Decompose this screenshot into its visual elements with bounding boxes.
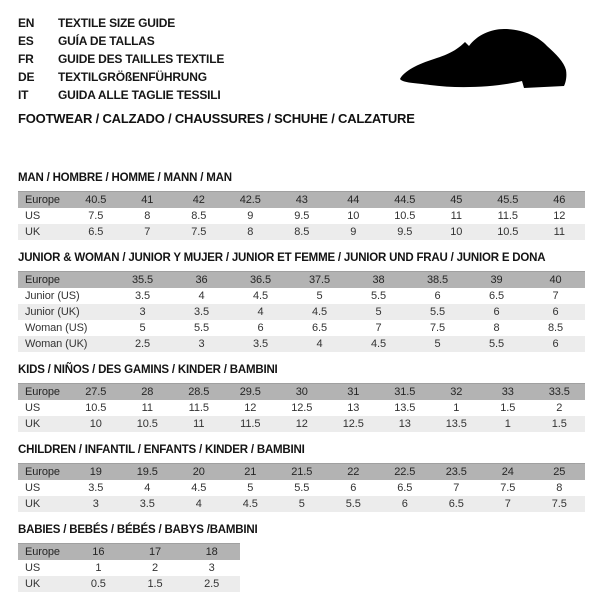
size-cell: 23.5 [445,466,467,478]
size-cell: 2.5 [135,338,150,350]
row-label: Junior (US) [25,290,80,302]
size-cell: 20 [192,466,205,478]
region-header-row [18,384,585,401]
size-cell: 36.5 [249,274,271,286]
size-cell: 10.5 [497,226,519,238]
size-cell: 33 [501,386,514,398]
size-cell: 7 [552,290,559,302]
size-cell: 5 [434,338,441,350]
size-cell: 31.5 [394,386,416,398]
size-cell: 3 [198,338,205,350]
size-cell: 45.5 [497,194,519,206]
size-cell: 33.5 [548,386,570,398]
language-code: FR [18,52,34,66]
size-cell: 27.5 [85,386,107,398]
size-cell: 4.5 [312,306,327,318]
table-title-babies: BABIES / BEBÉS / BÉBÉS / BABYS /BAMBINI [18,524,258,536]
region-header-row [18,192,585,209]
size-cell: 28.5 [188,386,210,398]
size-row [18,576,240,592]
size-cell: 11.5 [240,418,261,430]
size-cell: 4 [198,290,205,302]
size-cell: 13.5 [445,418,467,430]
row-label: Europe [25,194,60,206]
size-cell: 10 [347,210,360,222]
size-cell: 3.5 [88,482,104,494]
size-cell: 21 [244,466,257,478]
row-label: US [25,482,41,494]
size-cell: 40 [549,274,562,286]
size-cell: 4 [195,498,202,510]
size-cell: 6 [493,306,500,318]
size-cell: 8 [247,226,254,238]
size-cell: 31 [347,386,360,398]
row-label: UK [25,226,41,238]
size-cell: 12.5 [342,418,364,430]
language-label: GUIDA ALLE TAGLIE TESSILI [58,88,221,102]
language-code: ES [18,34,34,48]
row-label: UK [25,418,41,430]
size-cell: 6 [552,338,559,350]
size-row [18,208,585,224]
size-row [18,336,585,352]
language-label: GUÍA DE TALLAS [58,34,155,48]
row-label: US [25,562,41,574]
size-cell: 4 [257,306,264,318]
size-cell: 5 [139,322,146,334]
size-cell: 6 [434,290,441,302]
size-cell: 11 [450,210,462,222]
size-cell: 8.5 [294,226,310,238]
region-header-row [18,544,240,561]
size-cell: 3 [92,498,99,510]
size-cell: 8.5 [191,210,207,222]
table-title-man: MAN / HOMBRE / HOMME / MANN / MAN [18,172,232,184]
row-label: Europe [25,274,60,286]
table-title-children: CHILDREN / INFANTIL / ENFANTS / KINDER / BAMBINI [18,444,305,456]
size-cell: 39 [490,274,503,286]
size-cell: 32 [450,386,463,398]
size-cell: 21.5 [291,466,313,478]
size-tables [18,126,585,592]
size-cell: 12 [295,418,308,430]
size-cell: 2 [151,562,158,574]
size-row [18,304,585,320]
size-cell: 1 [453,402,460,414]
table-title-kids: KIDS / NIÑOS / DES GAMINS / KINDER / BAMBINI [18,364,278,376]
size-cell: 42.5 [239,194,261,206]
size-cell: 8 [493,322,500,334]
size-cell: 29.5 [239,386,261,398]
size-cell: 3.5 [194,306,209,318]
size-cell: 1 [504,418,511,430]
row-label: UK [25,578,41,590]
size-cell: 16 [92,546,105,558]
language-label: TEXTILGRÖßENFÜHRUNG [58,70,207,84]
row-label: Europe [25,546,60,558]
size-cell: 44.5 [394,194,416,206]
size-cell: 6.5 [448,498,464,510]
size-cell: 3 [139,306,146,318]
size-cell: 42 [192,194,205,206]
size-cell: 10.5 [394,210,416,222]
size-cell: 1.5 [551,418,567,430]
size-cell: 19 [89,466,102,478]
size-cell: 30 [295,386,308,398]
size-cell: 9.5 [397,226,413,238]
size-cell: 11.5 [497,210,518,222]
size-cell: 36 [195,274,208,286]
size-table-man [18,191,585,240]
size-cell: 45 [450,194,463,206]
size-cell: 13 [347,402,360,414]
size-cell: 8.5 [548,322,563,334]
size-cell: 5 [316,290,323,302]
size-cell: 3 [208,562,215,574]
size-cell: 5.5 [371,290,386,302]
size-cell: 35.5 [131,274,153,286]
size-cell: 25 [553,466,566,478]
size-cell: 13.5 [394,402,416,414]
row-label: Woman (US) [25,322,88,334]
size-cell: 10.5 [136,418,158,430]
size-cell: 5 [247,482,254,494]
size-cell: 5.5 [345,498,361,510]
size-cell: 2 [556,402,563,414]
size-cell: 6.5 [88,226,104,238]
size-cell: 3.5 [253,338,268,350]
size-cell: 18 [205,546,218,558]
size-cell: 5.5 [430,306,445,318]
size-cell: 24 [501,466,514,478]
size-cell: 6 [257,322,264,334]
size-cell: 12 [553,210,566,222]
size-cell: 9 [247,210,254,222]
size-cell: 4.5 [242,498,258,510]
size-row [18,416,585,432]
language-code: DE [18,70,35,84]
size-cell: 37.5 [308,274,330,286]
row-label: US [25,402,41,414]
size-section-man [18,172,585,240]
size-section-junior-woman [18,252,585,352]
size-section-babies [18,524,585,592]
size-row [18,320,585,336]
size-cell: 10 [89,418,102,430]
size-cell: 7.5 [500,482,516,494]
size-cell: 11 [141,402,153,414]
row-label: US [25,210,41,222]
size-cell: 19.5 [136,466,158,478]
size-cell: 10.5 [85,402,107,414]
size-cell: 2.5 [204,578,220,590]
region-header-row [18,464,585,481]
region-header-row [18,272,585,289]
size-cell: 4.5 [253,290,268,302]
size-cell: 8 [556,482,563,494]
language-code: IT [18,88,29,102]
size-cell: 12 [244,402,257,414]
size-cell: 1.5 [147,578,163,590]
size-cell: 7 [144,226,151,238]
size-cell: 40.5 [85,194,107,206]
size-cell: 22.5 [394,466,416,478]
language-label: GUIDE DES TAILLES TEXTILE [58,52,225,66]
size-cell: 7 [453,482,460,494]
size-cell: 43 [295,194,308,206]
size-cell: 7 [504,498,511,510]
size-row [18,480,585,496]
size-cell: 4.5 [371,338,386,350]
size-cell: 6.5 [397,482,413,494]
row-label: UK [25,498,41,510]
row-label: Junior (UK) [25,306,80,318]
size-cell: 8 [144,210,151,222]
size-row [18,560,240,576]
size-table-kids [18,383,585,432]
size-cell: 38 [372,274,385,286]
size-cell: 5.5 [489,338,504,350]
size-cell: 6.5 [312,322,327,334]
size-cell: 0.5 [90,578,106,590]
size-cell: 4 [316,338,323,350]
size-cell: 7.5 [551,498,567,510]
size-cell: 7 [375,322,382,334]
size-row [18,496,585,512]
size-cell: 6 [552,306,559,318]
size-cell: 10 [450,226,463,238]
size-cell: 4 [144,482,151,494]
size-cell: 4.5 [191,482,207,494]
size-cell: 11.5 [188,402,209,414]
table-title-junior-woman: JUNIOR & WOMAN / JUNIOR Y MUJER / JUNIOR ET FEMME / JUNIOR UND FRAU / JUNIOR E DONA [18,252,546,264]
size-cell: 6 [350,482,357,494]
size-cell: 6 [401,498,408,510]
size-cell: 5 [298,498,305,510]
row-label: Europe [25,466,60,478]
size-cell: 9.5 [294,210,310,222]
size-cell: 3.5 [135,290,150,302]
size-cell: 1.5 [500,402,516,414]
size-cell: 7.5 [88,210,104,222]
category-heading: FOOTWEAR / CALZADO / CHAUSSURES / SCHUHE / CALZATURE [18,111,415,126]
size-section-children [18,444,585,512]
row-label: Woman (UK) [25,338,88,350]
size-cell: 41 [141,194,154,206]
size-cell: 6.5 [489,290,504,302]
size-cell: 5.5 [194,322,209,334]
language-code: EN [18,16,35,30]
size-row [18,224,585,240]
size-cell: 44 [347,194,360,206]
language-label: TEXTILE SIZE GUIDE [58,16,176,30]
size-cell: 9 [350,226,357,238]
size-cell: 7.5 [191,226,207,238]
size-cell: 13 [398,418,411,430]
size-cell: 46 [553,194,566,206]
size-section-kids [18,364,585,432]
size-row [18,288,585,304]
size-cell: 1 [95,562,102,574]
size-cell: 22 [347,466,360,478]
size-cell: 28 [141,386,154,398]
size-table-junior-woman [18,271,585,352]
size-cell: 5.5 [294,482,310,494]
row-label: Europe [25,386,60,398]
size-cell: 3.5 [139,498,155,510]
dress-shoe-icon [394,22,574,96]
size-cell: 11 [193,418,205,430]
size-cell: 38.5 [426,274,448,286]
size-cell: 11 [553,226,565,238]
size-cell: 5 [375,306,382,318]
size-cell: 17 [148,546,161,558]
size-table-babies [18,543,240,592]
size-cell: 7.5 [430,322,445,334]
size-table-children [18,463,585,512]
size-row [18,400,585,416]
size-cell: 12.5 [291,402,313,414]
